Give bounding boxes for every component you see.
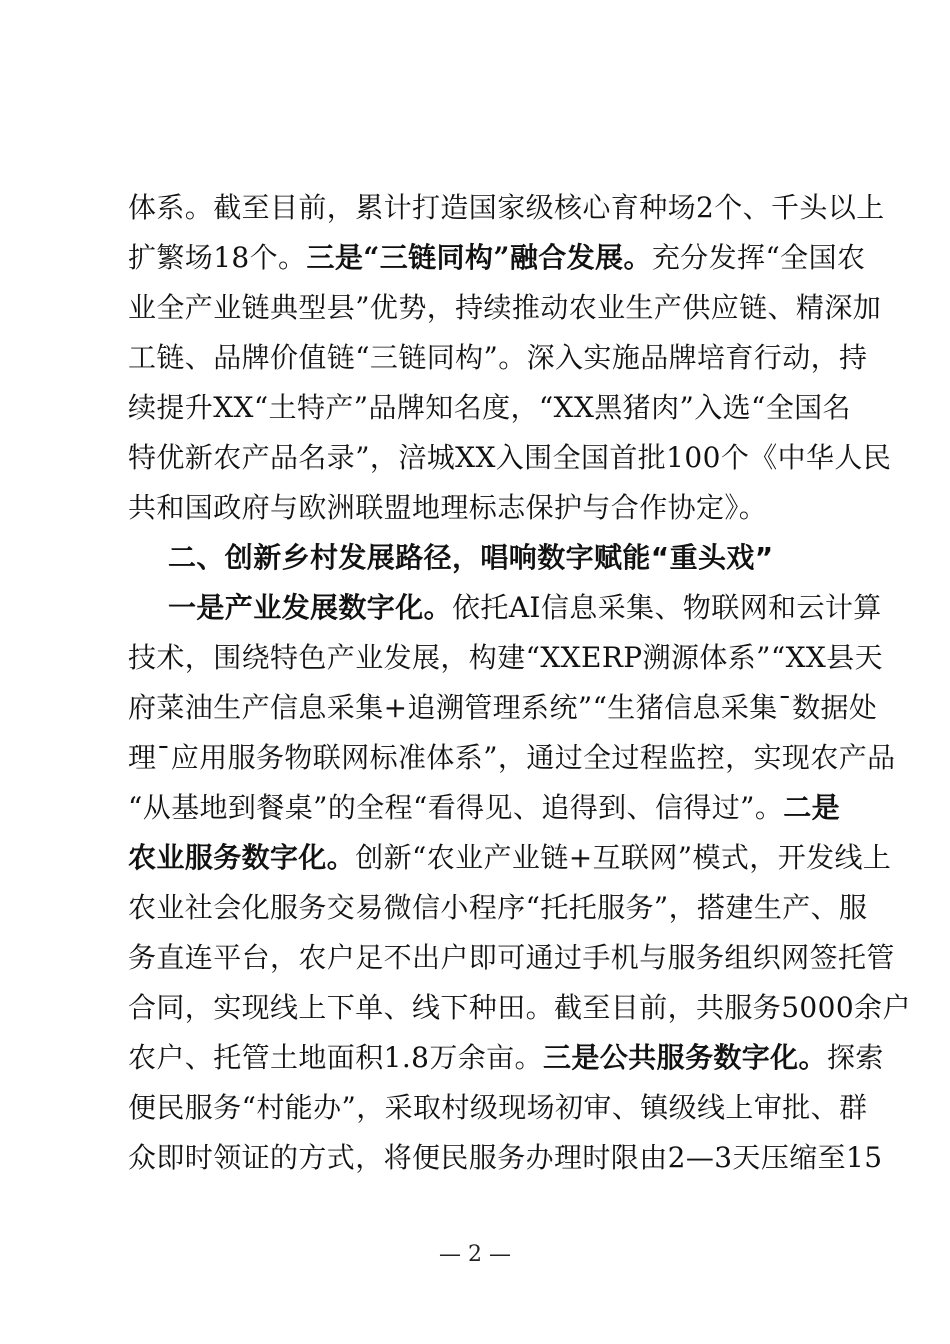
text-line: [128, 288, 882, 328]
bold-lead-text: 一是产业发展数字化。: [168, 591, 453, 624]
text-segment: 众即时领证的方式，将便民服务办理时限由2—3天压缩至15: [128, 1141, 883, 1174]
text-segment: “从基地到餐桌”的全程“看得见、追得到、信得过”。: [128, 791, 784, 824]
text-line: [128, 838, 892, 878]
text-segment: 业全产业链典型县”优势，持续推动农业生产供应链、精深加: [128, 291, 882, 324]
text-line: [128, 1088, 868, 1128]
page-number: — 2 —: [439, 1242, 511, 1267]
text-line: [128, 888, 868, 928]
text-segment: 工链、品牌价值链“三链同构”。深入实施品牌培育行动，持: [128, 341, 868, 374]
section-heading: 二、创新乡村发展路径，唱响数字赋能“重头戏”: [168, 541, 774, 574]
text-segment: 共和国政府与欧洲联盟地理标志保护与合作协定》。: [128, 491, 768, 524]
text-line: [128, 238, 866, 278]
text-segment: 农户、托管土地面积1.8万余亩。: [128, 1041, 543, 1074]
text-segment: 农业社会化服务交易微信小程序“托托服务”，搭建生产、服: [128, 891, 868, 924]
text-line: [168, 538, 832, 578]
text-line: [128, 188, 885, 228]
text-segment: 特优新农产品名录”，涪城XX入围全国首批100个《中华人民: [128, 441, 892, 474]
text-segment: 扩繁场18个。: [128, 241, 307, 274]
bold-lead-text: 二是: [783, 791, 841, 824]
text-segment: 续提升XX“土特产”品牌知名度，“XX黑猪肉”入选“全国名: [128, 391, 851, 424]
text-line: [128, 1038, 884, 1078]
text-line: [128, 988, 911, 1028]
text-line: [128, 788, 841, 828]
text-segment: 创新“农业产业链+互联网”模式，开发线上: [355, 841, 892, 874]
text-line: [128, 488, 832, 528]
text-line: [168, 588, 882, 628]
text-segment: 务直连平台，农户足不出户即可通过手机与服务组织网签托管: [128, 941, 895, 974]
text-line: [128, 338, 868, 378]
text-line: [128, 938, 895, 978]
bold-lead-text: 三是“三链同构”融合发展。: [306, 241, 652, 274]
text-segment: 技术，围绕特色产业发展，构建“XXERP溯源体系”“XX县天: [128, 641, 884, 674]
text-line: [128, 738, 896, 778]
text-segment: 理¯应用服务物联网标准体系”，通过全过程监控，实现农产品: [128, 741, 896, 774]
text-line: [128, 688, 878, 728]
text-line: [128, 638, 884, 678]
text-segment: 合同，实现线上下单、线下种田。截至目前，共服务5000余户: [128, 991, 911, 1024]
text-line: [128, 388, 851, 428]
text-line: [128, 1138, 883, 1178]
text-segment: 依托AI信息采集、物联网和云计算: [452, 591, 882, 624]
bold-lead-text: 农业服务数字化。: [128, 841, 356, 874]
text-segment: 体系。截至目前，累计打造国家级核心育种场2个、千头以上: [128, 191, 885, 224]
text-segment: 探索: [826, 1041, 884, 1074]
bold-lead-text: 三是公共服务数字化。: [542, 1041, 827, 1074]
text-segment: 充分发挥“全国农: [651, 241, 866, 274]
text-line: [128, 438, 892, 478]
text-segment: 便民服务“村能办”，采取村级现场初审、镇级线上审批、群: [128, 1091, 868, 1124]
text-segment: 府菜油生产信息采集+追溯管理系统”“生猪信息采集¯数据处: [128, 691, 878, 724]
